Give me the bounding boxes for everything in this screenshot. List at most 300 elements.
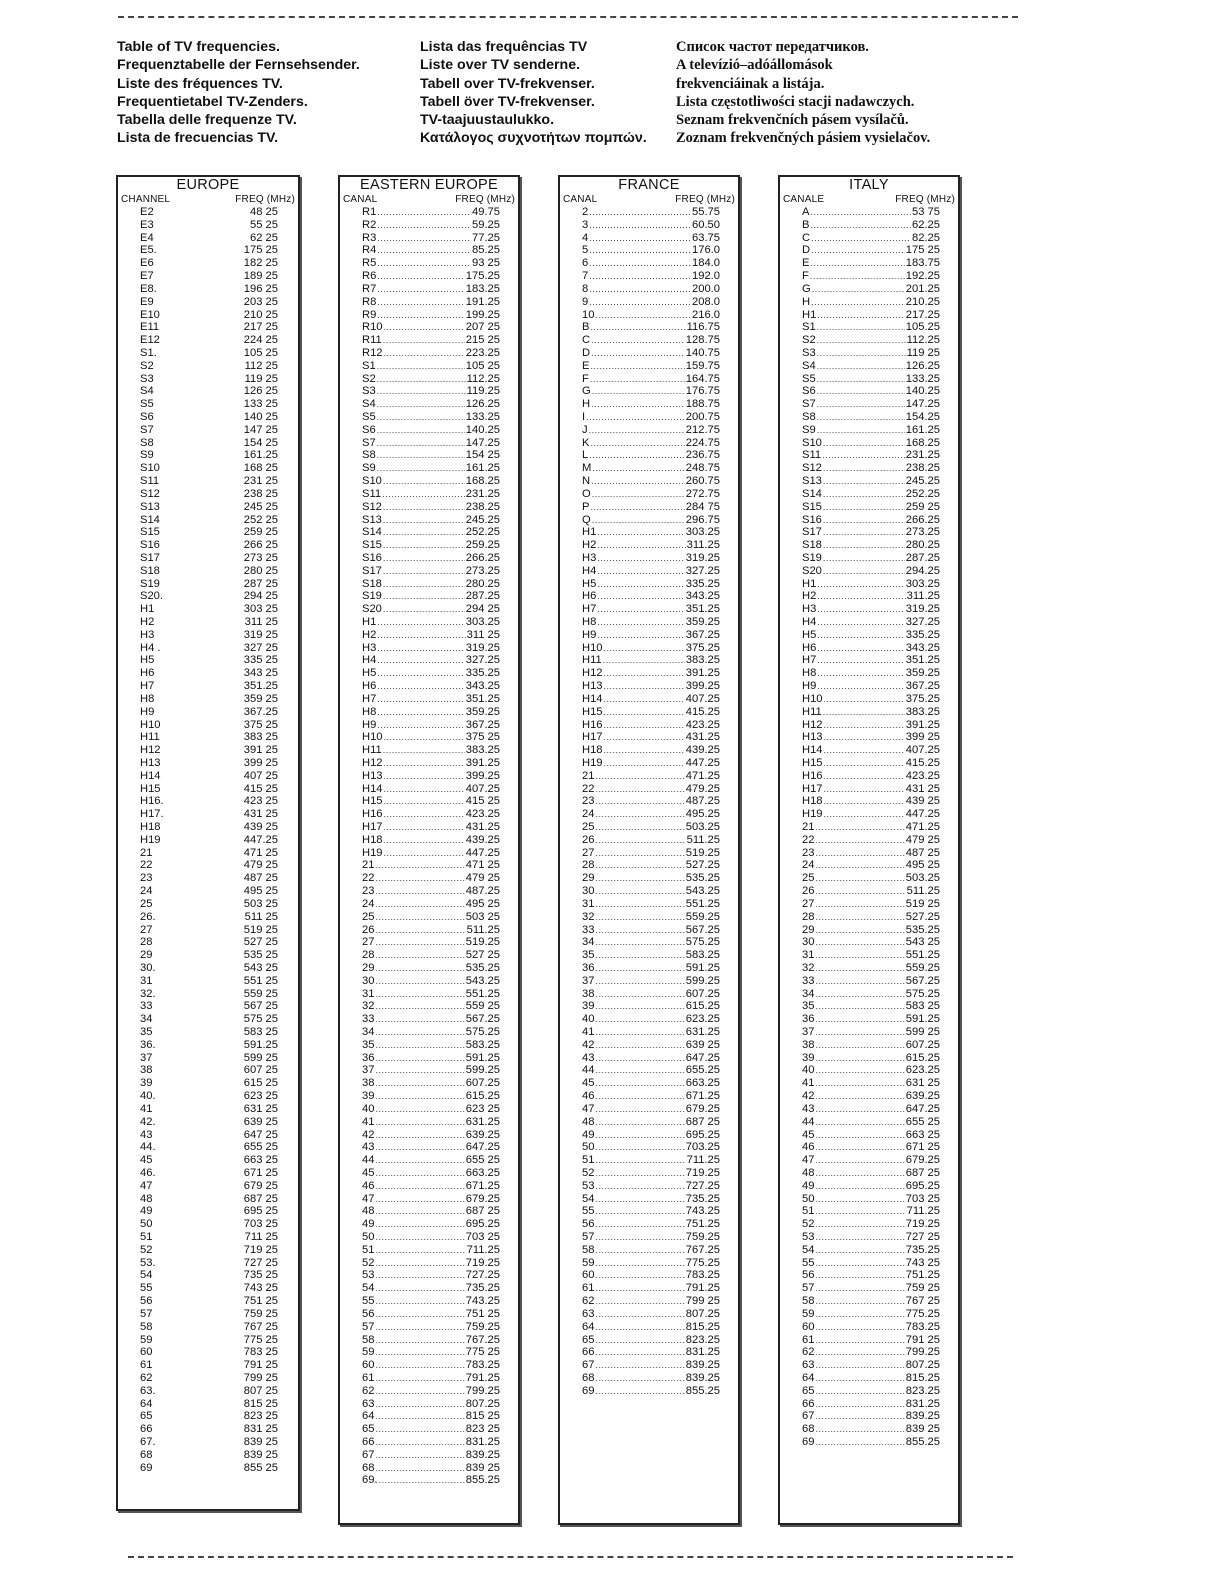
channel-cell: 56: [802, 1269, 815, 1282]
frequency-cell: 823.25: [685, 1333, 720, 1346]
dot-leader: [815, 821, 904, 834]
table-row: [802, 1129, 940, 1142]
frequency-cell: 615.25: [685, 1000, 720, 1013]
frequency-cell: 495 25: [243, 885, 278, 898]
frequency-cell: 495 25: [905, 859, 940, 872]
table-row: [118, 1410, 298, 1423]
dot-leader: [595, 1154, 685, 1167]
dot-leader: [375, 924, 465, 937]
channel-cell: 65: [140, 1410, 153, 1423]
dot-leader: [377, 219, 471, 232]
dot-leader: [595, 808, 684, 821]
frequency-cell: 783.25: [905, 1320, 940, 1333]
channel-cell: 28: [802, 910, 815, 923]
channel-cell: S10: [140, 462, 160, 475]
channel-cell: F: [582, 372, 589, 385]
dot-leader: [815, 1346, 904, 1359]
channel-cell: 35: [802, 1000, 815, 1013]
dot-leader: [815, 1129, 904, 1142]
frequency-cell: 831.25: [685, 1346, 720, 1359]
table-row: [118, 1308, 298, 1321]
dot-leader: [824, 757, 905, 770]
table-row: [362, 872, 500, 885]
channel-cell: S5: [362, 411, 376, 423]
dot-leader: [595, 1244, 684, 1257]
channel-cell: 59: [802, 1307, 815, 1320]
channel-cell: H4: [362, 654, 377, 667]
dot-leader: [377, 706, 464, 719]
channel-cell: R11: [362, 334, 382, 347]
dot-leader: [383, 334, 465, 347]
table-row: [582, 347, 720, 360]
frequency-cell: 238.25: [905, 462, 940, 475]
frequency-cell: 224.75: [685, 436, 720, 449]
frequency-cell: 639 25: [243, 1115, 278, 1128]
column-header-freq: FREQ (MHz): [895, 194, 955, 205]
channel-cell: 33: [582, 923, 595, 936]
channel-cell: 46.: [140, 1166, 156, 1179]
table-row: [802, 744, 940, 757]
dot-leader: [377, 424, 465, 437]
frequency-cell: 567 25: [243, 1000, 278, 1013]
dot-leader: [815, 1052, 904, 1065]
dot-leader: [810, 270, 905, 283]
table-row: [802, 1295, 940, 1308]
dot-leader: [589, 424, 685, 437]
column-header-channel: CANALE: [783, 194, 825, 205]
table-row: [118, 437, 298, 450]
dot-leader: [595, 924, 684, 937]
dot-leader: [817, 411, 905, 424]
frequency-cell: 423.25: [685, 718, 720, 731]
table-row: [582, 552, 720, 565]
frequency-cell: 631.25: [685, 1026, 720, 1038]
channel-cell: H6: [362, 680, 377, 693]
channel-cell: 42: [362, 1128, 375, 1141]
table-row: [118, 975, 298, 988]
frequency-cell: 119 25: [906, 346, 940, 359]
table-row: [582, 821, 720, 834]
dot-leader: [375, 1180, 464, 1193]
table-row: [362, 1193, 500, 1206]
channel-cell: 55: [802, 1256, 815, 1269]
dot-leader: [815, 859, 904, 872]
channel-cell: 52: [802, 1218, 815, 1231]
frequency-cell: 266.25: [905, 513, 940, 526]
frequency-cell: 543 25: [905, 936, 940, 949]
channel-cell: H16: [362, 808, 383, 821]
table-row: [362, 385, 500, 398]
channel-cell: S17: [362, 564, 382, 577]
table-row: [802, 872, 940, 885]
table-row: [582, 578, 720, 591]
column-header-freq: FREQ (MHz): [455, 194, 515, 205]
frequency-cell: 415.25: [685, 705, 720, 718]
frequency-cell: 327.25: [685, 564, 720, 577]
frequency-cell: 727 25: [243, 1256, 278, 1269]
channel-cell: H3: [802, 603, 817, 616]
table-row: [582, 757, 720, 770]
table-row: [362, 244, 500, 257]
frequency-cell: 543.25: [465, 974, 500, 987]
channel-cell: E6: [140, 257, 154, 270]
channel-cell: 56: [140, 1295, 153, 1308]
frequency-cell: 623 25: [243, 1090, 278, 1103]
frequency-cell: 116.75: [686, 321, 720, 334]
channel-cell: F: [802, 270, 809, 283]
table-row: [118, 1026, 298, 1039]
channel-cell: 52: [582, 1166, 595, 1179]
channel-cell: 56: [582, 1218, 595, 1231]
table-row: [362, 1308, 500, 1321]
frequency-cell: 647.25: [905, 1102, 940, 1115]
table-row: [362, 437, 500, 450]
table-row: [362, 552, 500, 565]
dot-leader: [815, 1013, 904, 1026]
frequency-cell: 647.25: [685, 1051, 720, 1064]
frequency-cell: 335.25: [465, 667, 500, 680]
table-title: EASTERN EUROPE: [360, 177, 498, 193]
frequency-cell: 383 25: [243, 731, 278, 744]
table-row: [582, 437, 720, 450]
frequency-cell: 161.25: [243, 449, 278, 462]
dot-leader: [383, 526, 465, 539]
table-row: [582, 270, 720, 283]
channel-cell: S11: [802, 449, 822, 462]
frequency-cell: 49.75: [472, 206, 500, 218]
channel-cell: E7: [140, 270, 154, 283]
table-row: [582, 1013, 720, 1026]
table-row: [582, 1385, 720, 1398]
frequency-cell: 207 25: [465, 321, 500, 334]
channel-cell: S9: [140, 449, 154, 462]
channel-cell: 41: [140, 1102, 153, 1115]
table-row: [582, 872, 720, 885]
table-row: [118, 244, 298, 257]
table-row: [582, 385, 720, 398]
dot-leader: [597, 590, 684, 603]
dot-leader: [375, 1077, 464, 1090]
dot-leader: [589, 244, 691, 257]
table-row: [118, 1103, 298, 1116]
header-line: frekvenciáinak a listája.: [676, 75, 825, 92]
table-row: [582, 411, 720, 424]
dot-leader: [815, 1167, 904, 1180]
table-row: [362, 962, 500, 975]
frequency-cell: 743.25: [685, 1205, 720, 1218]
dot-leader: [595, 1218, 684, 1231]
channel-cell: 38: [582, 987, 595, 1000]
frequency-cell: 367.25: [465, 718, 500, 731]
table-row: [362, 219, 500, 232]
frequency-cell: 294 25: [243, 590, 278, 603]
channel-cell: 37: [362, 1064, 375, 1077]
table-title: FRANCE: [618, 177, 680, 193]
channel-cell: H11: [802, 705, 822, 718]
dot-leader: [383, 552, 465, 565]
frequency-cell: 287 25: [243, 577, 278, 590]
frequency-cell: 839.25: [905, 1410, 940, 1423]
table-row: [362, 1180, 500, 1193]
channel-cell: 49: [362, 1218, 375, 1231]
table-row: [582, 706, 720, 719]
dot-leader: [595, 1167, 684, 1180]
dot-leader: [375, 1436, 464, 1449]
frequency-cell: 208.0: [692, 295, 720, 308]
frequency-cell: 599 25: [905, 1026, 940, 1038]
dot-leader: [815, 1257, 904, 1270]
dot-leader: [597, 526, 684, 539]
channel-cell: S8: [802, 411, 816, 423]
channel-cell: 57: [582, 1231, 595, 1243]
frequency-cell: 551.25: [905, 949, 940, 962]
column-header: [340, 194, 518, 206]
table-row: [362, 1474, 500, 1487]
channel-cell: S20.: [140, 590, 164, 603]
channel-cell: M: [582, 462, 592, 475]
channel-cell: 53.: [140, 1256, 156, 1269]
dot-leader: [595, 1052, 684, 1065]
dot-leader: [595, 1077, 684, 1090]
channel-cell: 61: [140, 1359, 153, 1372]
dot-leader: [375, 1218, 464, 1231]
table-row: [582, 680, 720, 693]
table-row: [802, 911, 940, 924]
channel-cell: 50: [362, 1231, 375, 1243]
dot-leader: [815, 1334, 904, 1347]
frequency-cell: 168.25: [905, 436, 940, 449]
frequency-cell: 623 25: [465, 1102, 500, 1115]
dot-leader: [817, 578, 904, 591]
channel-cell: 37: [140, 1051, 153, 1064]
channel-cell: H10: [140, 718, 161, 731]
table-row: [118, 347, 298, 360]
dot-leader: [375, 1410, 464, 1423]
table-row: [582, 1295, 720, 1308]
dot-leader: [377, 680, 464, 693]
dot-leader: [815, 975, 904, 988]
channel-cell: H5: [140, 654, 155, 667]
frequency-cell: 62 25: [250, 231, 278, 244]
table-row: [118, 872, 298, 885]
channel-cell: 38: [362, 1077, 375, 1090]
table-row: [582, 1244, 720, 1257]
dot-leader: [595, 1141, 684, 1154]
channel-cell: 63: [362, 1397, 375, 1410]
dot-leader: [811, 296, 905, 309]
dot-leader: [375, 1116, 464, 1129]
channel-cell: S17: [140, 551, 160, 564]
table-row: [802, 1064, 940, 1077]
table-row: [118, 988, 298, 1001]
frequency-cell: 775.25: [905, 1307, 940, 1320]
table-row: [362, 1244, 500, 1257]
dot-leader: [595, 1129, 684, 1142]
table-row: [362, 578, 500, 591]
dot-leader: [595, 1372, 684, 1385]
channel-cell: E2: [140, 206, 154, 218]
table-france: [558, 175, 740, 1525]
dot-leader: [604, 680, 685, 693]
frequency-cell: 133 25: [243, 398, 278, 411]
table-row: [582, 1141, 720, 1154]
frequency-cell: 273 25: [243, 551, 278, 564]
frequency-cell: 791.25: [465, 1371, 500, 1384]
dot-leader: [815, 1359, 904, 1372]
channel-cell: 67: [582, 1359, 595, 1372]
frequency-cell: 245.25: [905, 475, 940, 488]
channel-cell: R3: [362, 231, 377, 244]
table-row: [362, 1423, 500, 1436]
dot-leader: [375, 1231, 464, 1244]
frequency-cell: 607 25: [243, 1064, 278, 1077]
frequency-cell: 743.25: [465, 1295, 500, 1308]
frequency-cell: 319.25: [685, 551, 720, 564]
table-row: [582, 654, 720, 667]
frequency-cell: 383.25: [465, 744, 500, 757]
dot-leader: [823, 437, 905, 450]
table-row: [118, 847, 298, 860]
table-row: [118, 962, 298, 975]
table-row: [582, 334, 720, 347]
frequency-cell: 815.25: [685, 1320, 720, 1333]
channel-cell: 55: [140, 1282, 153, 1295]
table-row: [582, 949, 720, 962]
channel-cell: H12: [582, 667, 603, 680]
frequency-cell: 615.25: [465, 1090, 500, 1103]
frequency-cell: 407 25: [243, 769, 278, 782]
channel-cell: E4: [140, 231, 154, 244]
table-row: [118, 1436, 298, 1449]
frequency-cell: 248.75: [685, 462, 720, 475]
table-title: EUROPE: [176, 177, 240, 193]
channel-cell: 45: [802, 1128, 815, 1141]
dot-leader: [597, 539, 685, 552]
table-row: [362, 449, 500, 462]
header-line: A televízió–adóállomások: [676, 57, 833, 74]
dot-leader: [595, 834, 685, 847]
dot-leader: [822, 449, 905, 462]
frequency-cell: 53 75: [912, 206, 940, 218]
channel-cell: 62: [362, 1384, 375, 1397]
channel-cell: 43: [140, 1128, 153, 1141]
dot-leader: [815, 949, 904, 962]
frequency-cell: 399 25: [243, 756, 278, 769]
table-row: [362, 373, 500, 386]
table-row: [118, 783, 298, 796]
dot-leader: [590, 501, 684, 514]
table-row: [582, 1090, 720, 1103]
channel-cell: N: [582, 475, 591, 488]
channel-cell: S5: [140, 398, 154, 411]
frequency-cell: 119 25: [244, 372, 278, 385]
table-row: [802, 962, 940, 975]
frequency-cell: 351.25: [465, 692, 500, 705]
channel-cell: H10: [802, 692, 823, 705]
channel-cell: 29: [802, 923, 815, 936]
frequency-cell: 655 25: [905, 1115, 940, 1128]
table-row: [582, 1026, 720, 1039]
frequency-cell: 591.25: [685, 961, 720, 974]
bottom-dashed-rule: [128, 1556, 1013, 1558]
channel-cell: S20: [362, 603, 382, 616]
table-row: [118, 616, 298, 629]
frequency-cell: 119.25: [466, 385, 500, 398]
channel-cell: S11: [140, 475, 160, 488]
frequency-cell: 447.25: [905, 808, 940, 821]
frequency-cell: 375 25: [465, 731, 500, 744]
channel-cell: 58: [802, 1295, 815, 1308]
channel-cell: 39: [802, 1051, 815, 1064]
channel-cell: E9: [140, 295, 154, 308]
dot-leader: [597, 603, 684, 616]
table-row: [582, 321, 720, 334]
table-row: [802, 462, 940, 475]
dot-leader: [377, 437, 465, 450]
table-row: [118, 1231, 298, 1244]
frequency-cell: 351.25: [905, 654, 940, 667]
dot-leader: [375, 1334, 464, 1347]
channel-cell: 22: [362, 872, 375, 885]
channel-cell: H15: [582, 705, 603, 718]
dot-leader: [595, 1269, 684, 1282]
channel-cell: 44: [582, 1064, 595, 1077]
channel-cell: H2: [362, 628, 377, 641]
dot-leader: [375, 949, 464, 962]
channel-cell: E: [582, 359, 590, 372]
channel-cell: S6: [362, 423, 376, 436]
table-row: [802, 232, 940, 245]
dot-leader: [377, 385, 466, 398]
frequency-cell: 82.25: [912, 231, 940, 244]
dot-leader: [812, 283, 905, 296]
frequency-cell: 663.25: [685, 1077, 720, 1090]
dot-leader: [383, 565, 465, 578]
channel-cell: 54: [802, 1243, 815, 1256]
channel-cell: S7: [140, 423, 154, 436]
table-row: [362, 706, 500, 719]
channel-cell: 39: [582, 1000, 595, 1013]
table-row: [582, 1154, 720, 1167]
frequency-cell: 551 25: [243, 974, 278, 987]
channel-cell: 34: [140, 1013, 153, 1026]
header-column-2: [420, 38, 647, 148]
frequency-cell: 711.25: [466, 1243, 500, 1256]
dot-leader: [375, 1398, 464, 1411]
channel-cell: 36: [582, 961, 595, 974]
frequency-cell: 823 25: [243, 1410, 278, 1423]
frequency-cell: 284 75: [685, 500, 720, 513]
channel-cell: C: [802, 231, 811, 244]
table-row: [582, 770, 720, 783]
table-row: [582, 1116, 720, 1129]
frequency-cell: 192.0: [692, 270, 720, 283]
channel-cell: H2: [140, 616, 155, 628]
frequency-cell: 607.25: [465, 1077, 500, 1090]
dot-leader: [377, 206, 471, 219]
frequency-cell: 567.25: [905, 974, 940, 987]
dot-leader: [595, 885, 684, 898]
channel-cell: S1: [802, 321, 816, 334]
table-row: [362, 257, 500, 270]
table-row: [362, 206, 500, 219]
dot-leader: [383, 501, 465, 514]
dot-leader: [592, 514, 685, 527]
channel-cell: 7: [582, 270, 589, 283]
frequency-cell: 855.25: [685, 1384, 720, 1397]
channel-cell: 30: [802, 936, 815, 949]
dot-leader: [815, 1410, 904, 1423]
